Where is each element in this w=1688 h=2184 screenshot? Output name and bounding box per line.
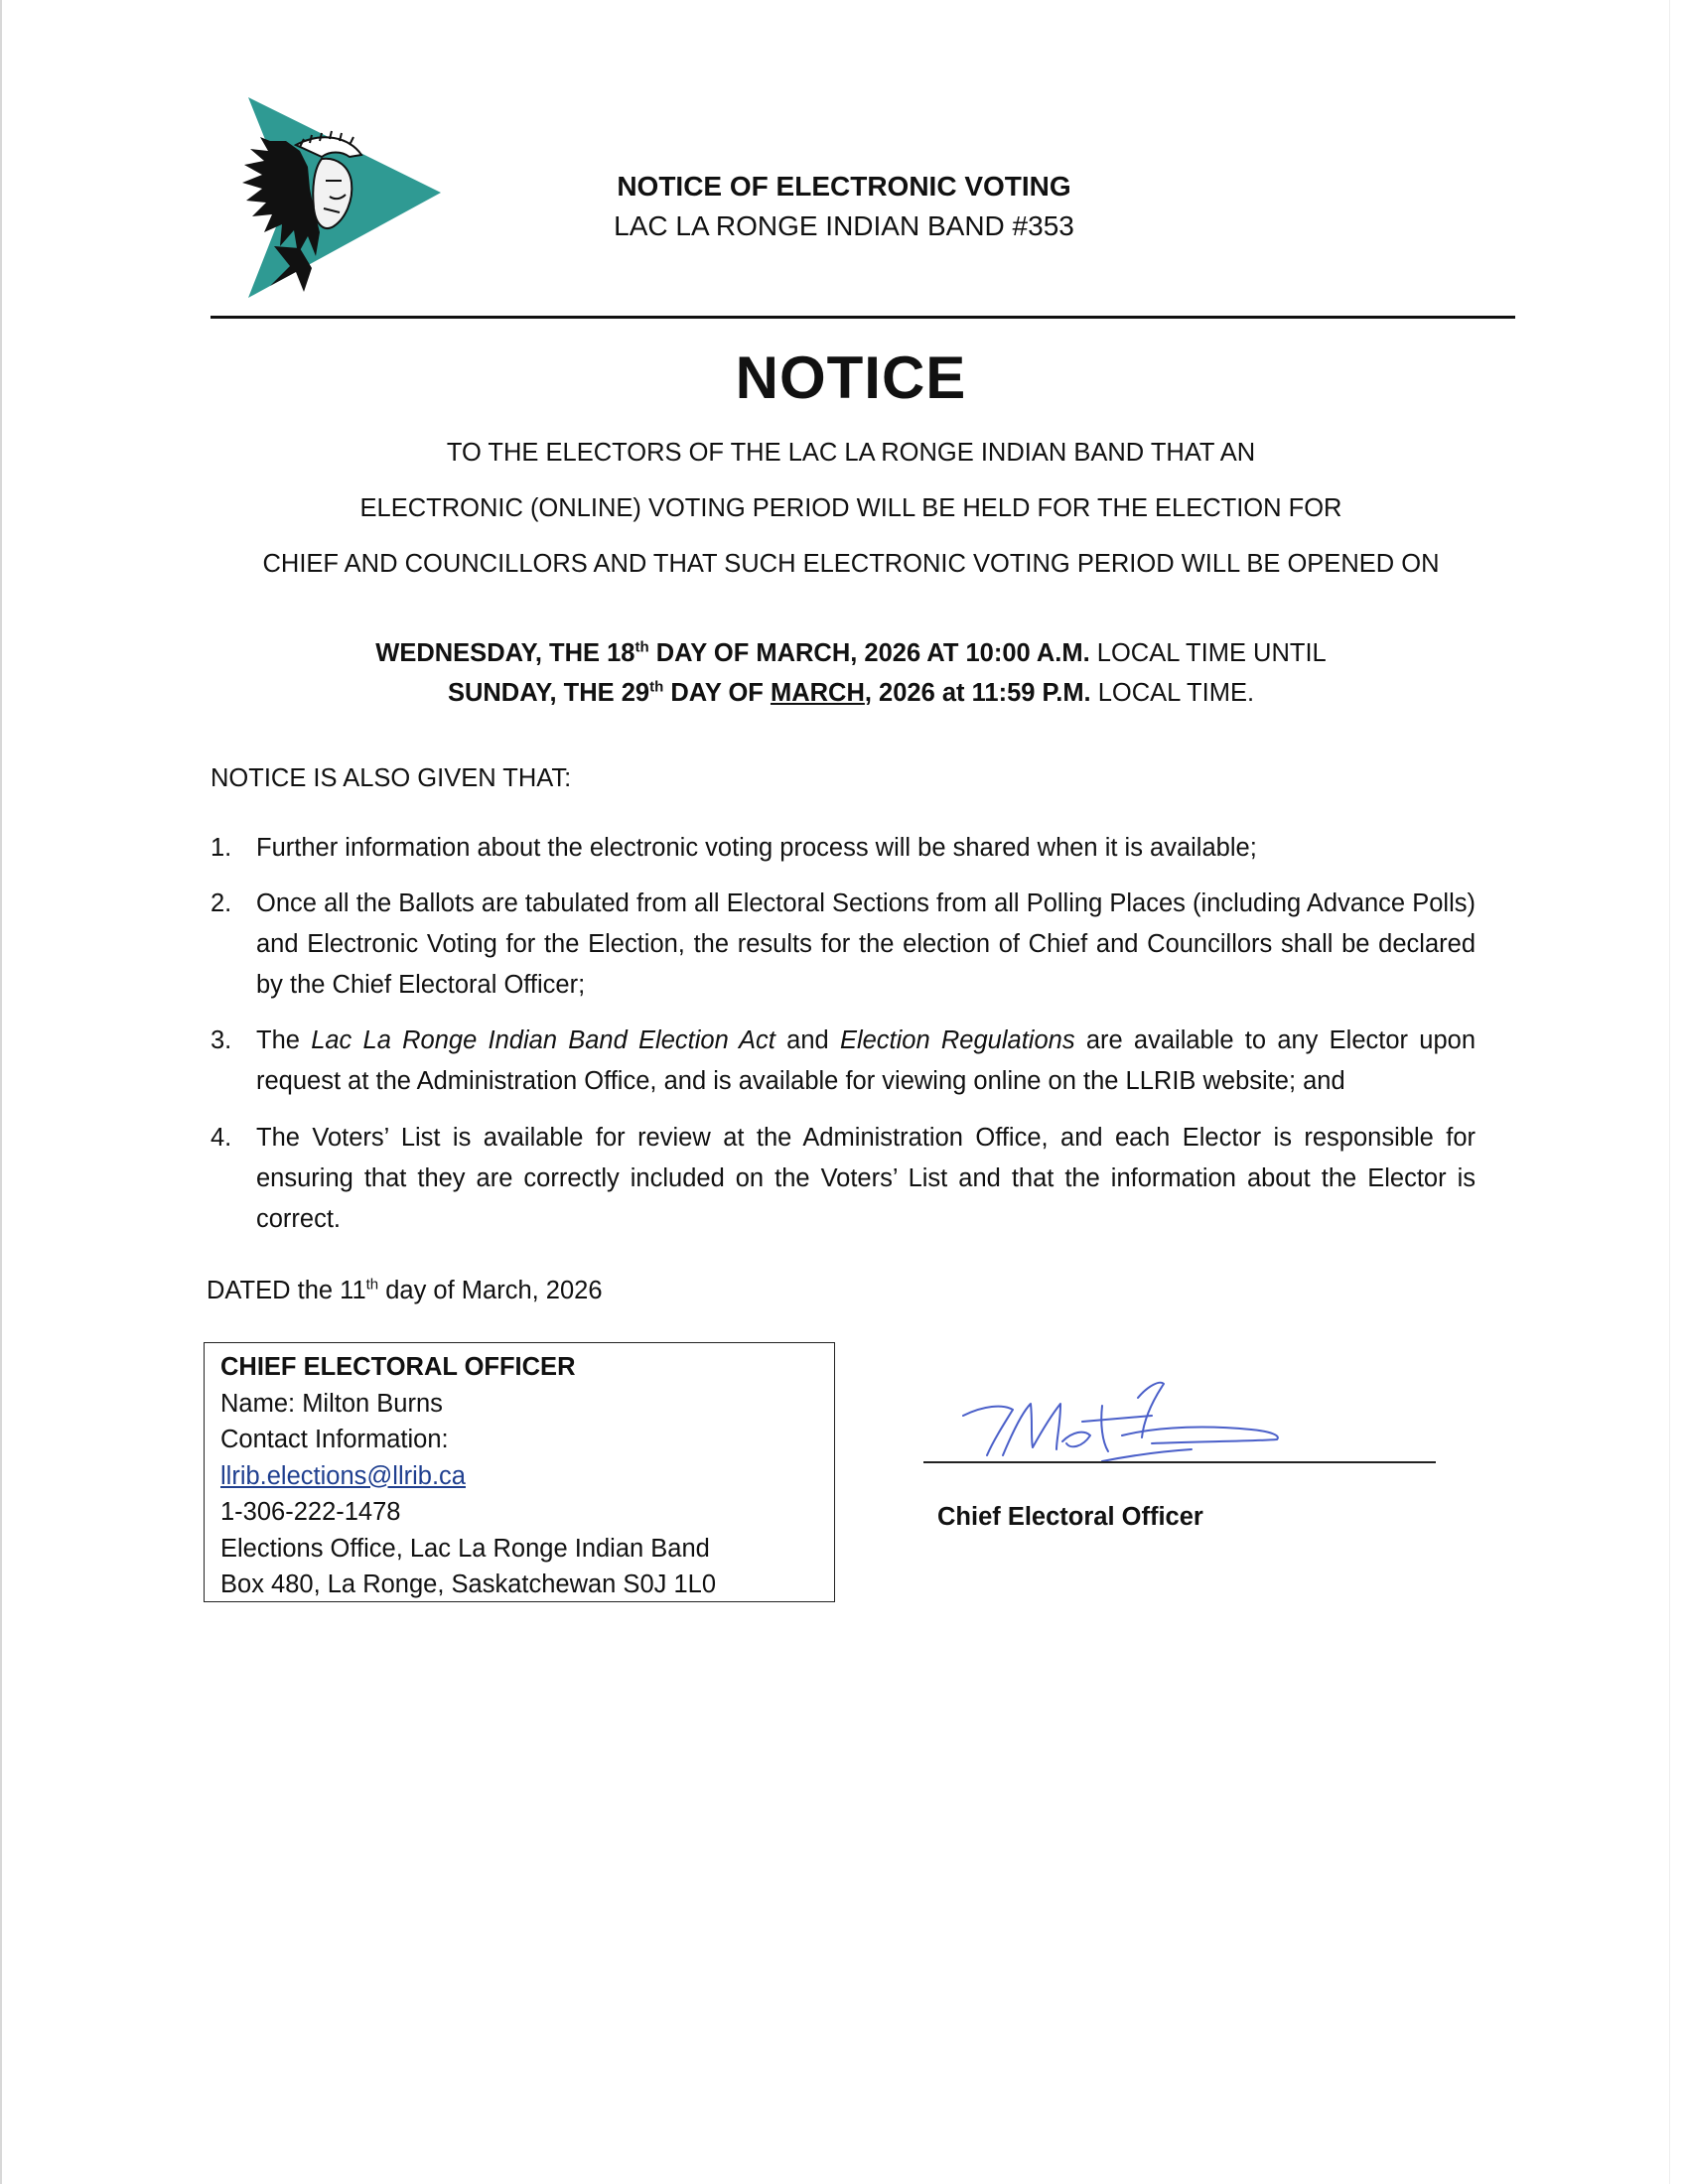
header-divider: [211, 316, 1515, 319]
notice-also-given: NOTICE IS ALSO GIVEN THAT:: [211, 764, 572, 792]
contact-office: Elections Office, Lac La Ronge Indian Band: [220, 1534, 710, 1563]
voting-close-date: SUNDAY, THE 29th DAY OF MARCH, 2026 at 11:59 P.M. LOCAL TIME.: [447, 678, 1255, 707]
contact-address: Box 480, La Ronge, Saskatchewan S0J 1L0: [220, 1570, 717, 1598]
list-item: 3. The Lac La Ronge Indian Band Election Act and Election Regulations are available to any Elector upon request at the Administration Office, and is available for viewing online on the LLRIB website; and: [211, 1026, 1477, 1095]
signature-line: [923, 1461, 1436, 1463]
notice-title: NOTICE: [735, 344, 967, 411]
contact-name: Name: Milton Burns: [220, 1389, 443, 1418]
list-item: 2. Once all the Ballots are tabulated from all Electoral Sections from all Polling Places (including Advance Polls) and Electronic Voting for the Election, the results for the election of Chief and Councillors shall be declared by the Chief Electoral Officer;: [211, 889, 1476, 999]
list-item: 1. Further information about the electronic voting process will be shared when it is available;: [211, 834, 1257, 862]
signature-caption: Chief Electoral Officer: [937, 1503, 1203, 1531]
contact-info-label: Contact Information:: [220, 1426, 449, 1453]
list-item: 4. The Voters’ List is available for review at the Administration Office, and each Elector is responsible for ensuring that they are correctly included on the Voters’ List and that the information about the Elector is correct.: [211, 1124, 1476, 1233]
band-logo-icon: [230, 97, 441, 298]
voting-open-date: WEDNESDAY, THE 18th DAY OF MARCH, 2026 AT 10:00 A.M. LOCAL TIME UNTIL: [375, 638, 1327, 667]
contact-phone: 1-306-222-1478: [220, 1498, 401, 1526]
dated-line: DATED the 11th day of March, 2026: [207, 1276, 603, 1304]
intro-line-2: ELECTRONIC (ONLINE) VOTING PERIOD WILL BE HELD FOR THE ELECTION FOR: [359, 494, 1342, 522]
intro-line-3: CHIEF AND COUNCILLORS AND THAT SUCH ELECTRONIC VOTING PERIOD WILL BE OPENED ON: [262, 550, 1440, 578]
intro-line-1: TO THE ELECTORS OF THE LAC LA RONGE INDIAN BAND THAT AN: [446, 439, 1256, 467]
contact-heading: CHIEF ELECTORAL OFFICER: [220, 1353, 576, 1381]
header-subtitle: LAC LA RONGE INDIAN BAND #353: [614, 210, 1074, 241]
scan-edge-right: [1669, 0, 1670, 2184]
contact-box: [204, 1342, 835, 1602]
header-title: NOTICE OF ELECTRONIC VOTING: [617, 171, 1071, 202]
scan-edge-left: [0, 0, 2, 2184]
contact-email-link[interactable]: llrib.elections@llrib.ca: [220, 1461, 466, 1490]
signature-icon: [953, 1376, 1311, 1475]
